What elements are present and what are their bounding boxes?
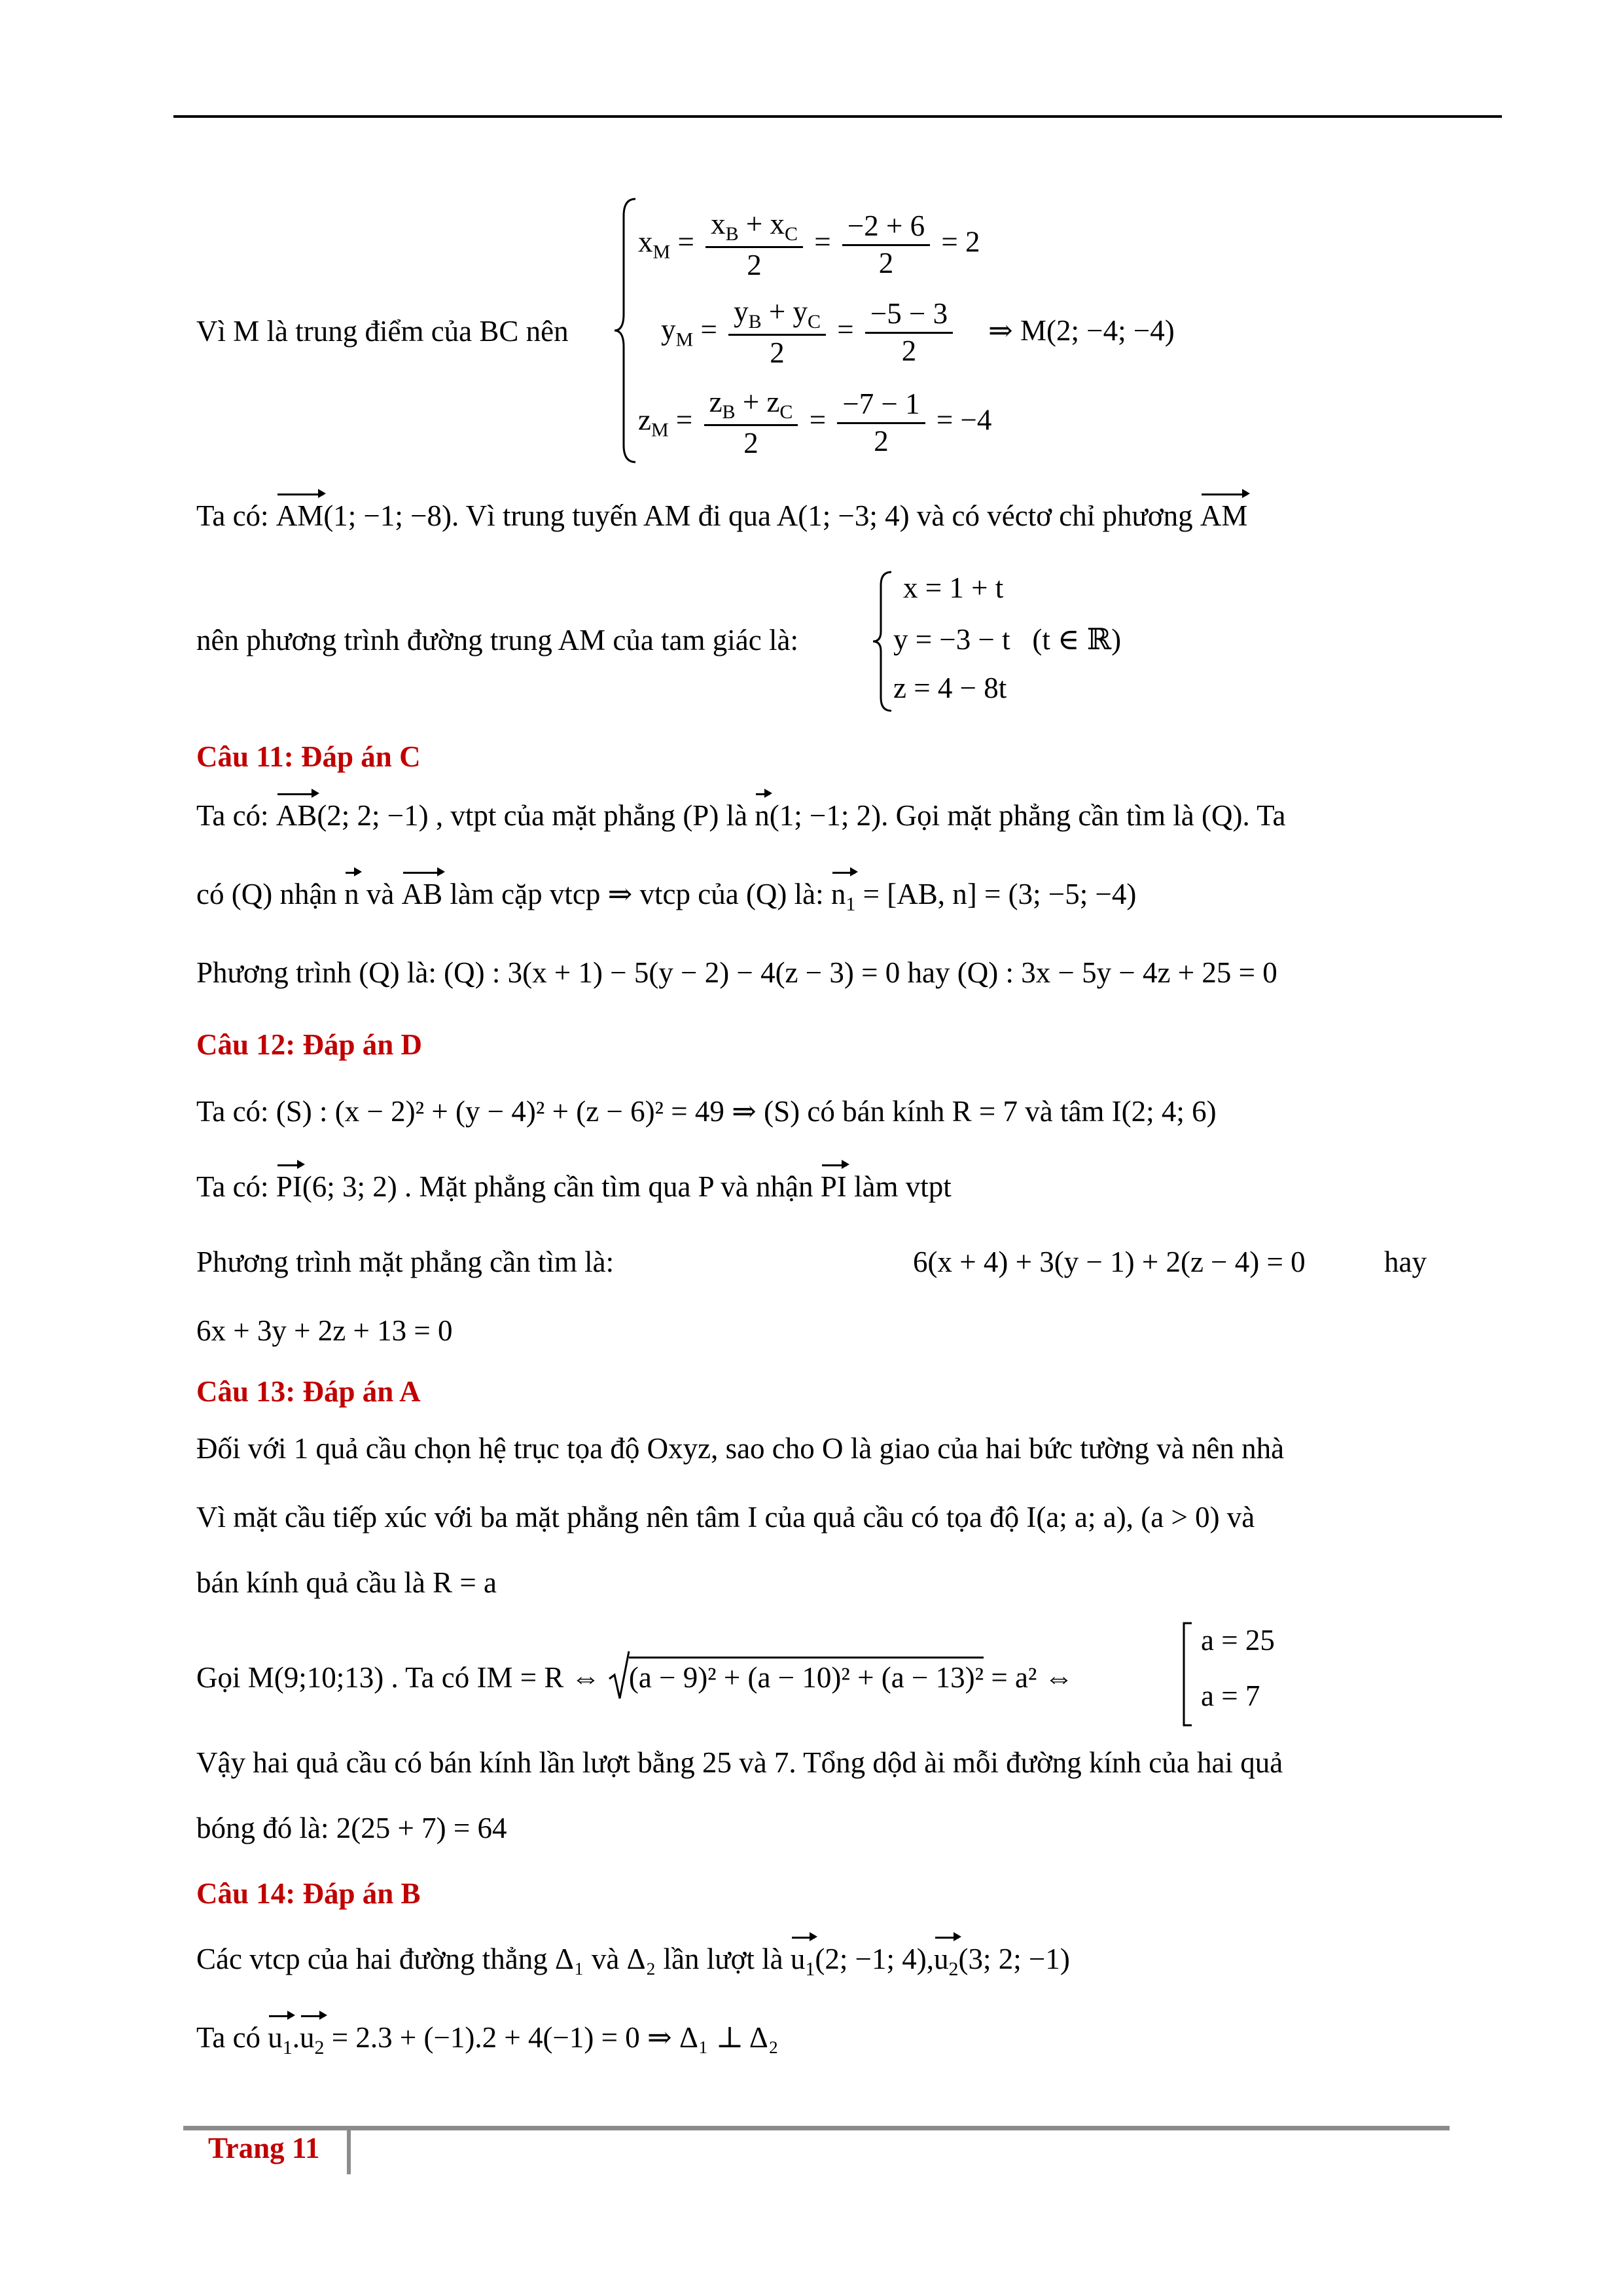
vector-u2-dot: $u_2$ <box>300 2019 325 2060</box>
q11-line1: Ta có: AB(2; 2; −1) , vtpt của mặt phẳng (P) là n(1; −1; 2). Gọi mặt phẳng cần tìm là (Q). Ta <box>196 797 1427 834</box>
vector-n-2: n <box>344 876 359 912</box>
heading-q11: Câu 11: Đáp án C <box>196 740 421 773</box>
q12-line1: Ta có: (S) : (x − 2)² + (y − 4)² + (z − 6)² = 49 ⇒ (S) có bán kính R = 7 và tâm I(2; 4; 6) <box>196 1095 1217 1128</box>
midpoint-z-line: $z_M$ = $\frac{z_B + z_C}{2}$ = $\frac{-7 - 1}{2}$ = −4 <box>638 386 992 459</box>
q13-line1: Đối với 1 quả cầu chọn hệ trục tọa độ Oxyz, sao cho O là giao của hai bức tường và nên nhà <box>196 1432 1285 1465</box>
vector-n: n <box>755 797 770 834</box>
midpoint-result-text: ⇒ M(2; −4; −4) <box>988 314 1175 347</box>
page-number: Trang 11 <box>208 2132 320 2164</box>
q12-line4: 6x + 3y + 2z + 13 = 0 <box>196 1314 453 1347</box>
vector-ab-2: AB <box>402 876 443 912</box>
q11-line3: Phương trình (Q) là: (Q) : 3(x + 1) − 5(y − 2) − 4(z − 3) = 0 hay (Q) : 3x − 5y − 4z + 25 = 0 <box>196 956 1277 989</box>
heading-q14: Câu 14: Đáp án B <box>196 1877 421 1910</box>
sqrt-sign <box>608 1650 630 1702</box>
vector-u2: $u_2$ <box>934 1941 959 1982</box>
median-equation-intro <box>196 622 1427 658</box>
solution-a25: a = 25 <box>1201 1624 1275 1657</box>
footer-divider <box>347 2128 351 2174</box>
text: (1; −1; −8). Vì trung tuyến AM đi qua A(1; −3; 4) và có véctơ chỉ phương <box>323 499 1193 532</box>
text: hay <box>1384 1246 1427 1278</box>
heading-q12: Câu 12: Đáp án D <box>196 1028 423 1061</box>
q13-line5: Vậy hai quả cầu có bán kính lần lượt bằng 25 và 7. Tổng dộd ài mỗi đường kính của hai quả <box>196 1746 1283 1779</box>
vector-pi: PI <box>276 1168 302 1205</box>
q12-line2: Ta có: PI(6; 3; 2) . Mặt phẳng cần tìm qua P và nhận PI làm vtpt <box>196 1168 1427 1205</box>
footer-rule <box>183 2126 1450 2130</box>
q14-line1: Các vtcp của hai đường thẳng Δ₁ và Δ₂ lần lượt là $u_1(2$; −1; $4),u_2(3$; 2; −1) <box>196 1941 1427 1982</box>
solution-a7: a = 7 <box>1201 1679 1260 1712</box>
param-y: y = −3 − t (t ∈ ℝ) <box>893 623 1122 656</box>
system-brace-2 <box>870 569 894 713</box>
solution-bracket <box>1181 1622 1194 1727</box>
text: nên phương trình đường trung AM của tam giác là: <box>196 624 798 656</box>
heading-q13: Câu 13: Đáp án A <box>196 1375 421 1408</box>
plane-equation: 6(x + 4) + 3(y − 1) + 2(z − 4) = 0 <box>913 1246 1306 1278</box>
q14-line2: Ta có $u_1.u_2 = 2.3 + (-1).2 + 4(-1) = 0$ ⇒ Δ₁ ⊥ Δ₂ <box>196 2019 1427 2060</box>
median-direction-line <box>196 497 1427 534</box>
q13-line2: Vì mặt cầu tiếp xúc với ba mặt phẳng nên tâm I của quả cầu có tọa độ I(a; a; a), (a > 0) và <box>196 1501 1255 1534</box>
midpoint-y-line: $y_M$ = $\frac{y_B + y_C}{2}$ = $\frac{-5 - 3}{2}$ <box>661 296 957 370</box>
sqrt-expression: (a − 9)² + (a − 10)² + (a − 13)² <box>608 1659 984 1696</box>
midpoint-result <box>988 313 1175 348</box>
midpoint-x-line: $x_M$ = $\frac{x_B + x_C}{2}$ = $\frac{-2 + 6}{2}$ = 2 <box>638 207 980 281</box>
param-domain: (t ∈ ℝ) <box>1032 623 1122 656</box>
vector-ab: AB <box>276 797 317 834</box>
vector-am-2: AM <box>1200 497 1248 534</box>
vector-am: AM <box>276 497 324 534</box>
midpoint-intro-text: Vì M là trung điểm của BC nên <box>196 315 569 348</box>
header-rule <box>173 115 1502 118</box>
system-brace-1 <box>612 196 638 465</box>
text: Ta có: <box>196 499 269 532</box>
q12-line3: Phương trình mặt phẳng cần tìm là: 6(x + 4) + 3(y − 1) + 2(z − 4) = 0 hay <box>196 1244 1427 1280</box>
vector-pi-2: PI <box>821 1168 847 1205</box>
q13-line3: bán kính quả cầu là R = a <box>196 1566 497 1599</box>
param-z: z = 4 − 8t <box>893 672 1007 704</box>
q13-line6: bóng đó là: 2(25 + 7) = 64 <box>196 1812 507 1844</box>
q11-line2: có (Q) nhận n và AB làm cặp vtcp ⇒ vtcp của (Q) là: $n_1 = [AB$, n] = (3; −5; −4) <box>196 876 1427 917</box>
vector-u1: $u_1$ <box>791 1941 815 1982</box>
param-x: x = 1 + t <box>903 571 1004 604</box>
vector-u1-dot: $u_1$ <box>268 2019 293 2060</box>
vector-n1: $n_1$ <box>831 876 856 917</box>
q13-line4: Gọi M(9;10;13) . Ta có IM = R ⇔ (a − 9)² + (a − 10)² + (a − 13)² = a² ⇔ <box>196 1659 1427 1696</box>
